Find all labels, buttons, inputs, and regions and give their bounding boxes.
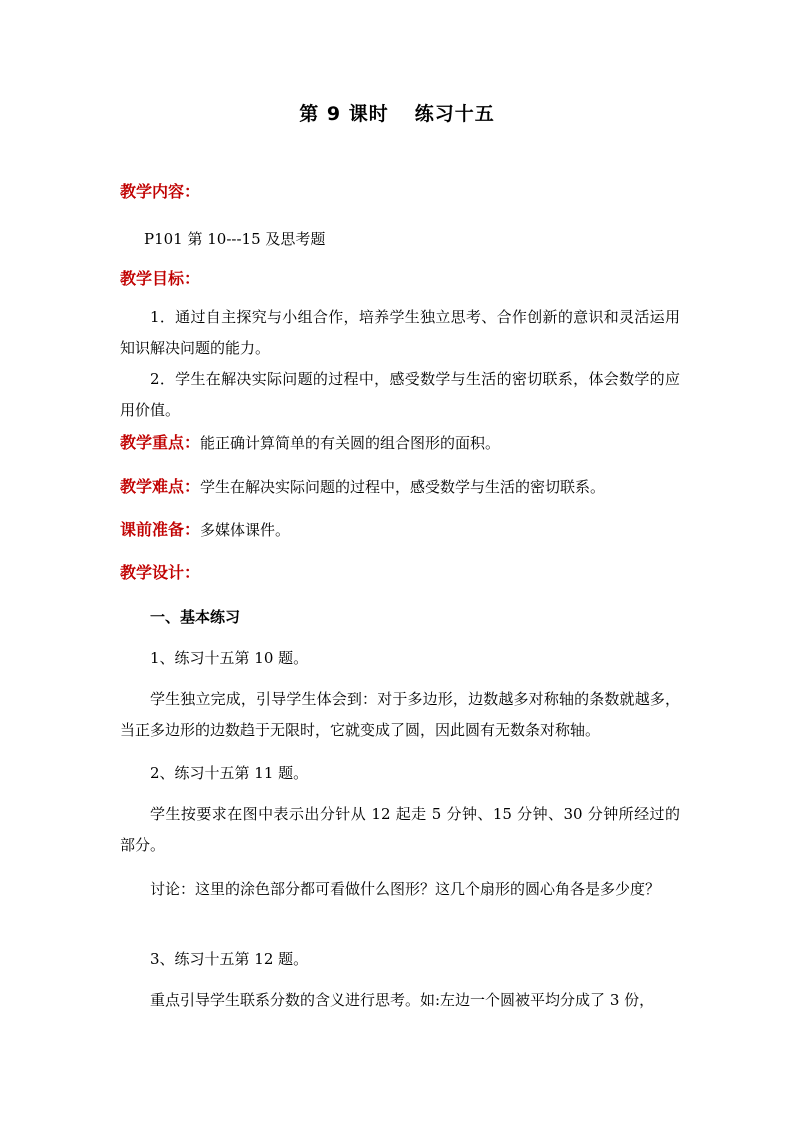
key-text: 能正确计算简单的有关圆的组合图形的面积。	[200, 434, 501, 452]
exercise-1-description: 学生独立完成，引导学生体会到：对于多边形，边数越多对称轴的条数就越多，当正多边形的边数趋于无限时，它就变成了圆，因此圆有无数条对称轴。	[120, 690, 680, 739]
content-text: P101 第 10---15 及思考题	[144, 230, 326, 248]
difficulty-text: 学生在解决实际问题的过程中，感受数学与生活的密切联系。	[200, 478, 606, 496]
lesson-name: 练习十五	[414, 103, 495, 125]
design-heading: 教学设计：	[120, 563, 201, 582]
key-heading: 教学重点：	[120, 433, 201, 452]
difficulty-heading: 教学难点：	[120, 477, 201, 496]
exercise-3-description: 重点引导学生联系分数的含义进行思考。如:左边一个圆被平均分成了 3 份，	[150, 991, 655, 1009]
lesson-title	[0, 99, 794, 126]
section-basic-practice: 一、基本练习	[150, 608, 241, 626]
lesson-number: 第 9 课时	[299, 103, 389, 125]
goal-item-1: 1．通过自主探究与小组合作，培养学生独立思考、合作创新的意识和灵活运用知识解决问题的能力。	[120, 308, 680, 357]
goal-item-2: 2．学生在解决实际问题的过程中，感受数学与生活的密切联系，体会数学的应用价值。	[120, 370, 680, 419]
exercise-3: 3、练习十五第 12 题。	[150, 950, 309, 968]
goal-heading: 教学目标：	[120, 269, 201, 288]
exercise-2-description: 学生按要求在图中表示出分针从 12 起走 5 分钟、15 分钟、30 分钟所经过的部分。	[120, 805, 680, 854]
difficulty-point	[120, 476, 605, 498]
prep-heading: 课前准备：	[120, 520, 201, 539]
exercise-2-discussion: 讨论：这里的涂色部分都可看做什么图形？这几个扇形的圆心角各是多少度？	[150, 880, 661, 898]
key-point	[120, 432, 500, 454]
exercise-1: 1、练习十五第 10 题。	[150, 649, 309, 667]
prep-text: 多媒体课件。	[200, 521, 291, 539]
exercise-2: 2、练习十五第 11 题。	[150, 764, 309, 782]
content-heading: 教学内容：	[120, 182, 201, 201]
preparation	[120, 519, 290, 541]
